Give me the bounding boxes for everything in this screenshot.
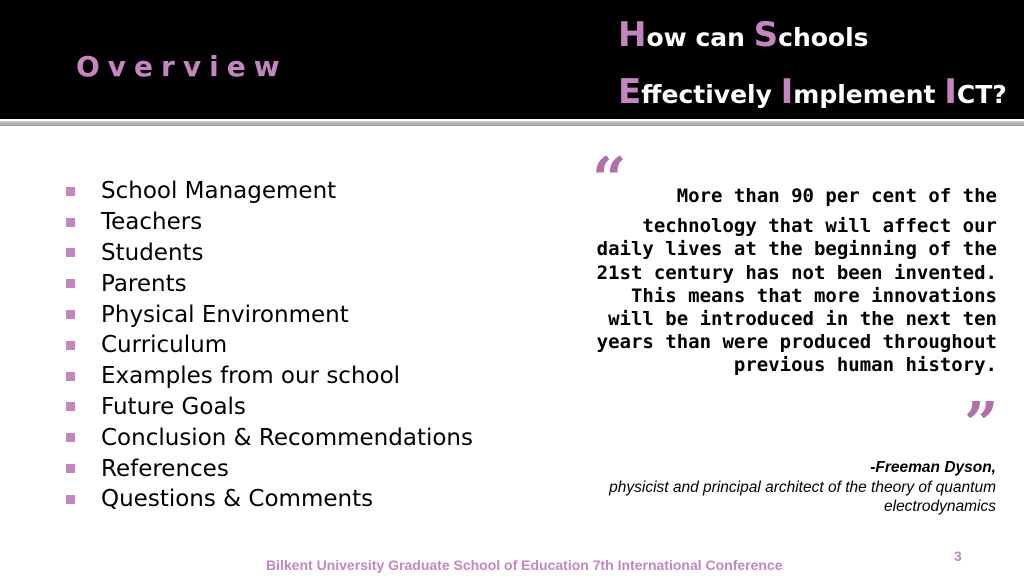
title-initial: H	[618, 15, 647, 55]
section-title: Overview	[76, 50, 288, 83]
bullet-item	[64, 392, 473, 423]
square-bullet-icon	[66, 310, 75, 319]
square-bullet-icon	[66, 279, 75, 288]
page-number: 3	[954, 548, 962, 564]
title-initial: S	[753, 15, 779, 55]
bullet-item	[64, 268, 473, 299]
bullet-list	[64, 176, 473, 515]
square-bullet-icon	[66, 341, 75, 350]
bullet-text: Future Goals	[101, 393, 246, 420]
bullet-text: School Management	[101, 178, 337, 205]
title-word-rest: ow can	[646, 23, 754, 52]
bullet-text: Physical Environment	[101, 301, 349, 328]
close-quote-icon: ”	[964, 390, 999, 460]
bullet-text: Students	[101, 239, 204, 266]
bullet-item	[64, 453, 473, 484]
bullet-item	[64, 207, 473, 238]
square-bullet-icon	[66, 495, 75, 504]
title-initial: E	[618, 72, 642, 112]
title-word-rest: ffectively	[641, 80, 781, 109]
square-bullet-icon	[66, 464, 75, 473]
bullet-text: Conclusion & Recommendations	[101, 424, 473, 451]
title-word-rest: mplement	[793, 80, 945, 109]
bullet-text: Teachers	[101, 209, 203, 236]
slide-title	[618, 8, 1007, 122]
bullet-item	[64, 238, 473, 269]
bullet-item	[64, 361, 473, 392]
title-initial: I	[944, 72, 957, 112]
slide-title-line-1	[618, 8, 1007, 65]
title-word-rest: CT?	[956, 80, 1007, 109]
square-bullet-icon	[66, 187, 75, 196]
attribution-name: -Freeman Dyson,	[870, 459, 996, 476]
open-quote-icon: “	[592, 145, 627, 215]
slide-title-line-2	[618, 65, 1007, 122]
bullet-item	[64, 176, 473, 207]
quote-first-line: More than 90 per cent of the	[676, 185, 997, 207]
bullet-item	[64, 422, 473, 453]
bullet-item	[64, 330, 473, 361]
quote-body: technology that will affect our daily lives at the beginning of the 21st century has not been invented. This means that more innovations will be introduced in the next ten years than were produced throughout previous human history.	[596, 215, 997, 377]
square-bullet-icon	[66, 248, 75, 257]
square-bullet-icon	[66, 433, 75, 442]
bullet-item	[64, 299, 473, 330]
bullet-text: Parents	[101, 270, 187, 297]
square-bullet-icon	[66, 218, 75, 227]
square-bullet-icon	[66, 372, 75, 381]
title-word-rest: chools	[778, 23, 869, 52]
bullet-text: Examples from our school	[101, 363, 401, 390]
bullet-text: Curriculum	[101, 332, 228, 359]
title-initial: I	[780, 72, 794, 112]
bullet-text: Questions & Comments	[101, 486, 374, 513]
bullet-item	[64, 484, 473, 515]
bullet-text: References	[101, 455, 229, 482]
square-bullet-icon	[66, 402, 75, 411]
footer-text: Bilkent University Graduate School of Education 7th International Conference	[266, 557, 783, 573]
quote-text	[575, 185, 997, 378]
attribution-role: physicist and principal architect of the theory of quantum electrodynamics	[609, 478, 996, 515]
quote-attribution	[576, 458, 996, 517]
